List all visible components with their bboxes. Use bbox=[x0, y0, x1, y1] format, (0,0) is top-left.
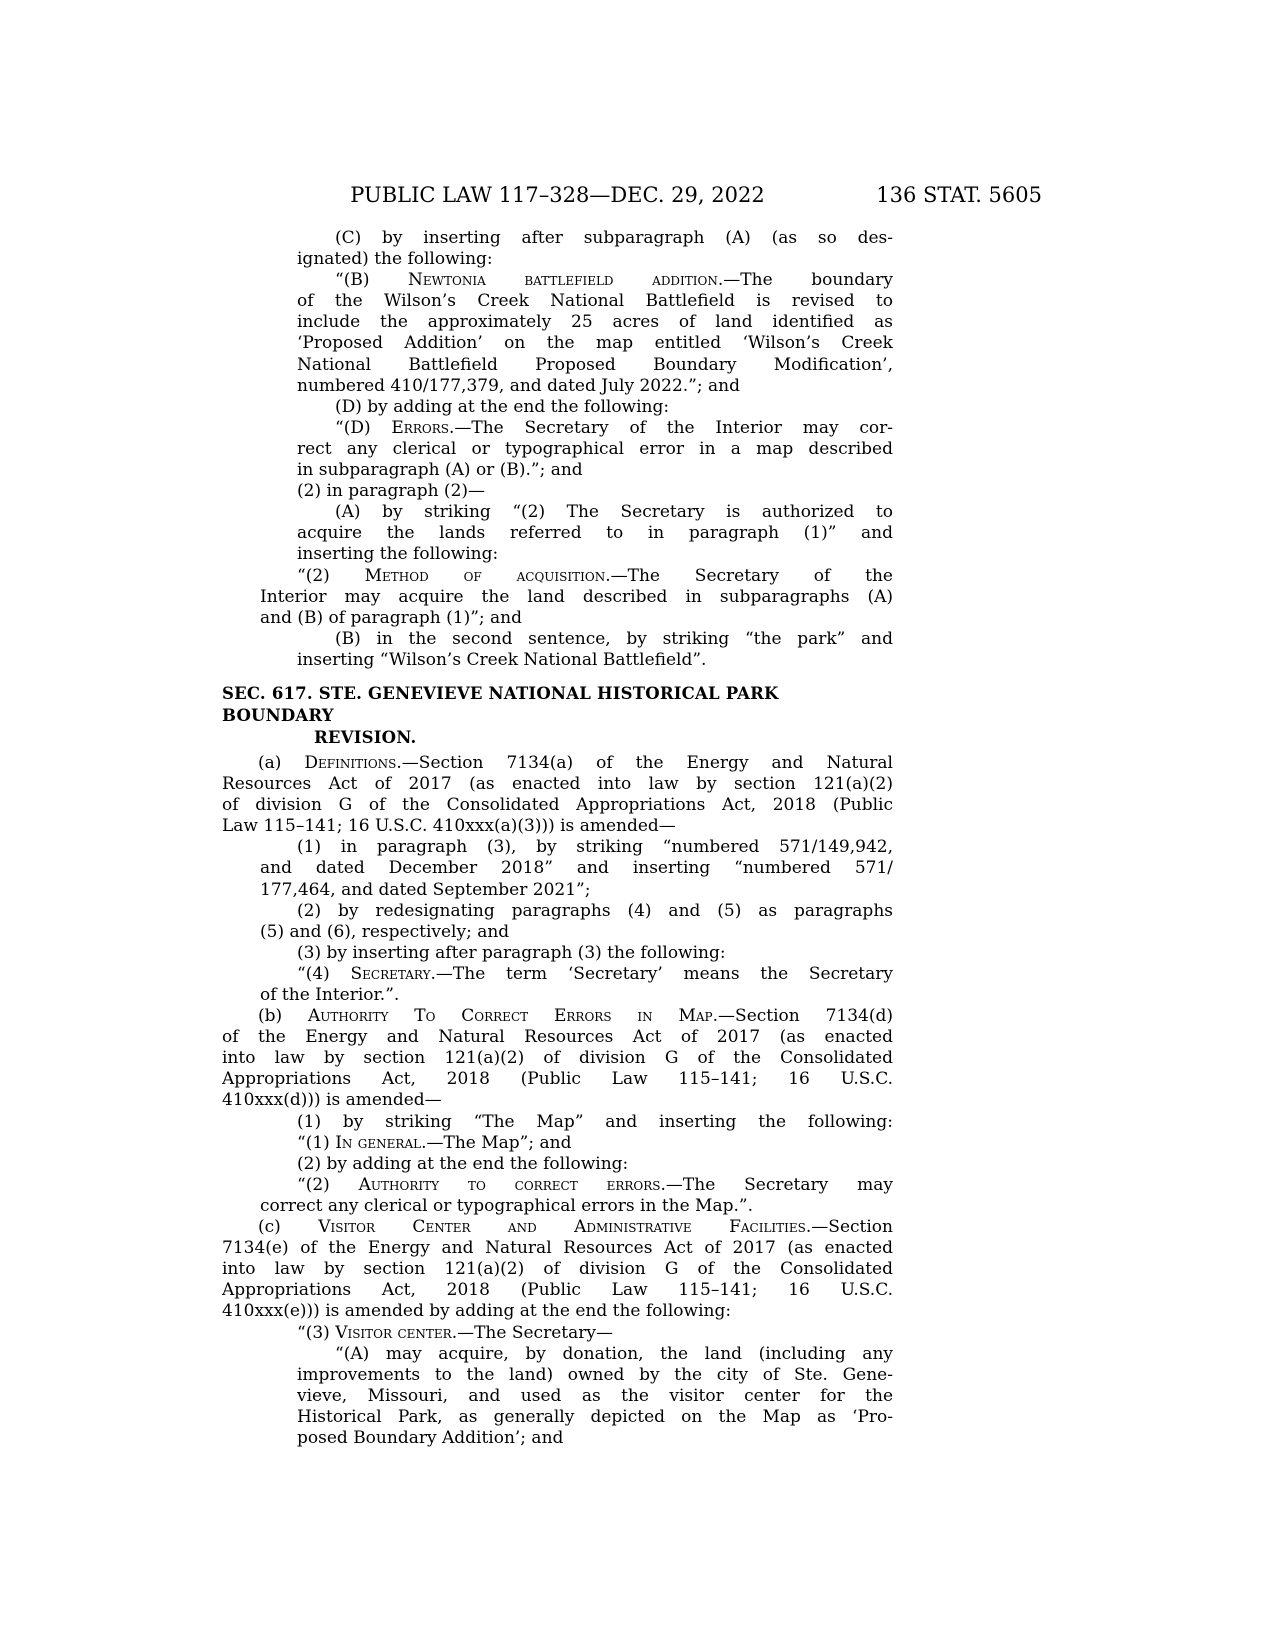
text-line bbox=[222, 355, 893, 376]
law-subparagraph bbox=[222, 270, 893, 397]
text-run: ignated) the following: bbox=[297, 249, 493, 270]
text-run: Law 115–141; 16 U.S.C. 410xxx(a)(3))) is amended— bbox=[222, 816, 676, 837]
text-line bbox=[222, 1027, 893, 1048]
text-run: rect any clerical or typographical error in a map described bbox=[297, 438, 893, 459]
text-line bbox=[222, 1323, 893, 1344]
text-line bbox=[222, 249, 893, 270]
law-subparagraph bbox=[222, 228, 893, 270]
text-line bbox=[222, 1154, 893, 1175]
text-run: “(A) may acquire, by donation, the land (including any bbox=[335, 1343, 893, 1364]
text-line bbox=[222, 795, 893, 816]
law-paragraph bbox=[222, 481, 893, 502]
text-run: Resources Act of 2017 (as enacted into law by section 121(a)(2) bbox=[222, 774, 893, 795]
text-run: improvements to the land) owned by the city of Ste. Gene- bbox=[297, 1364, 893, 1385]
text-run: 410xxx(e))) is amended by adding at the end the following: bbox=[222, 1301, 732, 1322]
text-run: .—The boundary bbox=[717, 270, 893, 291]
text-line bbox=[222, 566, 893, 587]
text-run: .—The Secretary of the bbox=[605, 565, 893, 586]
text-run: National Battlefield Proposed Boundary Modification’, bbox=[297, 354, 893, 375]
text-line bbox=[222, 880, 893, 901]
law-subparagraph bbox=[222, 629, 893, 671]
text-run: (2) in paragraph (2)— bbox=[297, 481, 486, 502]
text-run: “(4) bbox=[297, 963, 351, 984]
text-line bbox=[222, 1259, 893, 1280]
text-run: “(2) bbox=[297, 565, 365, 586]
text-run: correct any clerical or typographical errors in the Map.”. bbox=[260, 1195, 753, 1216]
text-line bbox=[222, 1112, 893, 1133]
text-line bbox=[222, 837, 893, 858]
text-line bbox=[222, 1006, 893, 1027]
text-line bbox=[222, 1301, 893, 1322]
small-caps-run: Definitions bbox=[304, 752, 397, 773]
small-caps-run: Method of acquisition bbox=[364, 565, 606, 586]
text-line bbox=[222, 1428, 893, 1449]
text-line bbox=[222, 985, 893, 1006]
text-line bbox=[222, 1238, 893, 1259]
small-caps-run: Visitor Center and Administrative Facilities bbox=[318, 1217, 806, 1238]
text-run: (1) in paragraph (3), by striking “numbered 571/149,942, bbox=[297, 837, 893, 858]
small-caps-run: Errors bbox=[391, 417, 449, 438]
text-run: .—Section 7134(a) of the Energy and Natural bbox=[396, 752, 893, 773]
text-line bbox=[222, 418, 893, 439]
text-line bbox=[222, 1386, 893, 1407]
text-line bbox=[222, 858, 893, 879]
text-run: SEC. 617. STE. GENEVIEVE NATIONAL HISTORICAL PARK BOUNDARY bbox=[222, 683, 779, 725]
text-run: and (B) of paragraph (1)”; and bbox=[260, 607, 522, 628]
text-run: (a) bbox=[258, 752, 305, 773]
text-line bbox=[222, 943, 893, 964]
text-line bbox=[222, 587, 893, 608]
text-line bbox=[222, 774, 893, 795]
text-line bbox=[222, 1344, 893, 1365]
text-line bbox=[222, 901, 893, 922]
text-run: .—The Secretary of the Interior may cor- bbox=[448, 417, 893, 438]
text-run: (B) in the second sentence, by striking “the park” and bbox=[335, 628, 893, 649]
text-line bbox=[222, 1217, 893, 1238]
text-run: (C) by inserting after subparagraph (A) (as so des- bbox=[335, 228, 893, 248]
text-run: Appropriations Act, 2018 (Public Law 115–141; 16 U.S.C. bbox=[222, 1069, 893, 1090]
law-paragraph bbox=[222, 964, 893, 1006]
text-line bbox=[222, 481, 893, 502]
text-run: .—Section bbox=[805, 1217, 893, 1238]
text-run: of division G of the Consolidated Appropriations Act, 2018 (Public bbox=[222, 795, 893, 816]
text-line bbox=[222, 629, 893, 650]
text-line bbox=[222, 727, 893, 749]
text-run: “(B) bbox=[335, 270, 409, 291]
law-subparagraph bbox=[222, 397, 893, 418]
small-caps-run: Newtonia battlefield addition bbox=[408, 270, 718, 291]
text-line bbox=[222, 1196, 893, 1217]
running-head-law-title: PUBLIC LAW 117–328—DEC. 29, 2022 bbox=[350, 183, 765, 207]
law-subsection bbox=[222, 753, 893, 837]
text-run: “(3) bbox=[297, 1322, 336, 1343]
text-run: (b) bbox=[258, 1006, 308, 1027]
text-run: ‘Proposed Addition’ on the map entitled ‘Wilson’s Creek bbox=[297, 333, 893, 354]
text-run: “(D) bbox=[335, 417, 392, 438]
text-run: posed Boundary Addition’; and bbox=[297, 1427, 564, 1448]
text-run: .—The term ‘Secretary’ means the Secretary bbox=[430, 963, 893, 984]
text-line bbox=[222, 291, 893, 312]
law-paragraph bbox=[222, 1323, 893, 1344]
text-run: 7134(e) of the Energy and Natural Resources Act of 2017 (as enacted bbox=[222, 1238, 893, 1259]
text-line bbox=[222, 333, 893, 354]
text-run: (2) by redesignating paragraphs (4) and (5) as paragraphs bbox=[297, 900, 893, 921]
text-line bbox=[222, 1048, 893, 1069]
small-caps-run: Authority to correct errors bbox=[358, 1174, 661, 1195]
statute-body bbox=[222, 228, 893, 1449]
text-run: REVISION. bbox=[314, 727, 417, 747]
law-paragraph bbox=[222, 943, 893, 964]
text-line bbox=[222, 650, 893, 671]
small-caps-run: Authority To Correct Errors in Map bbox=[308, 1006, 713, 1027]
small-caps-run: Secretary bbox=[350, 963, 431, 984]
law-subparagraph bbox=[222, 418, 893, 481]
text-line bbox=[222, 608, 893, 629]
text-run: inserting “Wilson’s Creek National Battlefield”. bbox=[297, 649, 707, 670]
law-paragraph bbox=[222, 1175, 893, 1217]
text-run: 177,464, and dated September 2021”; bbox=[260, 879, 591, 900]
small-caps-run: In general bbox=[335, 1132, 422, 1153]
text-line bbox=[222, 1365, 893, 1386]
text-line bbox=[222, 502, 893, 523]
text-run: Historical Park, as generally depicted on the Map as ‘Pro- bbox=[297, 1406, 893, 1427]
law-paragraph bbox=[222, 1154, 893, 1175]
text-run: (2) by adding at the end the following: bbox=[297, 1153, 629, 1174]
text-run: Interior may acquire the land described in subparagraphs (A) bbox=[260, 586, 893, 607]
text-run: (c) bbox=[258, 1217, 319, 1238]
text-run: (D) by adding at the end the following: bbox=[335, 396, 670, 417]
text-line bbox=[222, 544, 893, 565]
text-run: into law by section 121(a)(2) of division G of the Consolidated bbox=[222, 1259, 893, 1280]
text-line bbox=[222, 1407, 893, 1428]
text-line bbox=[222, 1175, 893, 1196]
text-line bbox=[222, 1280, 893, 1301]
text-line bbox=[222, 816, 893, 837]
text-run: (A) by striking “(2) The Secretary is authorized to bbox=[335, 502, 893, 523]
law-subsection bbox=[222, 1006, 893, 1111]
law-subparagraph bbox=[222, 1344, 893, 1449]
text-line bbox=[222, 922, 893, 943]
law-section-heading bbox=[222, 683, 893, 749]
text-run: “(2) bbox=[297, 1174, 359, 1195]
text-run: inserting the following: bbox=[297, 544, 499, 565]
text-run: into law by section 121(a)(2) of division G of the Consolidated bbox=[222, 1048, 893, 1069]
text-run: include the approximately 25 acres of land identified as bbox=[297, 312, 893, 333]
text-line bbox=[222, 523, 893, 544]
text-run: vieve, Missouri, and used as the visitor center for the bbox=[297, 1385, 893, 1406]
text-run: of the Wilson’s Creek National Battlefield is revised to bbox=[297, 291, 893, 312]
text-run: .—Section 7134(d) bbox=[712, 1006, 893, 1027]
law-paragraph bbox=[222, 566, 893, 629]
text-run: 410xxx(d))) is amended— bbox=[222, 1090, 442, 1111]
text-run: (5) and (6), respectively; and bbox=[260, 921, 510, 942]
text-line bbox=[222, 270, 893, 291]
law-paragraph bbox=[222, 1133, 893, 1154]
text-run: “(1) bbox=[297, 1132, 336, 1153]
text-run: acquire the lands referred to in paragraph (1)” and bbox=[297, 523, 893, 544]
text-run: of the Interior.”. bbox=[260, 985, 400, 1005]
law-paragraph bbox=[222, 901, 893, 943]
text-line bbox=[222, 460, 893, 481]
text-run: of the Energy and Natural Resources Act of 2017 (as enacted bbox=[222, 1027, 893, 1048]
text-run: and dated December 2018” and inserting “numbered 571/ bbox=[260, 858, 893, 879]
law-subparagraph bbox=[222, 502, 893, 565]
text-run: .—The Map”; and bbox=[421, 1132, 572, 1153]
text-line bbox=[222, 753, 893, 774]
text-run: Appropriations Act, 2018 (Public Law 115–141; 16 U.S.C. bbox=[222, 1280, 893, 1301]
text-run: (1) by striking “The Map” and inserting the following: bbox=[297, 1111, 893, 1132]
text-line bbox=[222, 1069, 893, 1090]
text-run: numbered 410/177,379, and dated July 2022.”; and bbox=[297, 375, 740, 396]
text-line bbox=[222, 397, 893, 418]
text-line bbox=[222, 376, 893, 397]
text-line bbox=[222, 312, 893, 333]
law-paragraph bbox=[222, 1112, 893, 1133]
text-line bbox=[222, 1133, 893, 1154]
text-run: in subparagraph (A) or (B).”; and bbox=[297, 460, 583, 481]
text-line bbox=[222, 439, 893, 460]
law-subsection bbox=[222, 1217, 893, 1322]
text-line bbox=[222, 683, 893, 727]
law-paragraph bbox=[222, 837, 893, 900]
text-line bbox=[222, 964, 893, 985]
text-line bbox=[222, 1090, 893, 1111]
text-line bbox=[222, 228, 893, 249]
small-caps-run: Visitor center bbox=[335, 1322, 452, 1343]
running-head-stat-page-number: 136 STAT. 5605 bbox=[876, 183, 1042, 207]
text-run: (3) by inserting after paragraph (3) the following: bbox=[297, 942, 726, 963]
text-run: .—The Secretary— bbox=[451, 1322, 613, 1343]
text-run: .—The Secretary may bbox=[660, 1174, 893, 1195]
